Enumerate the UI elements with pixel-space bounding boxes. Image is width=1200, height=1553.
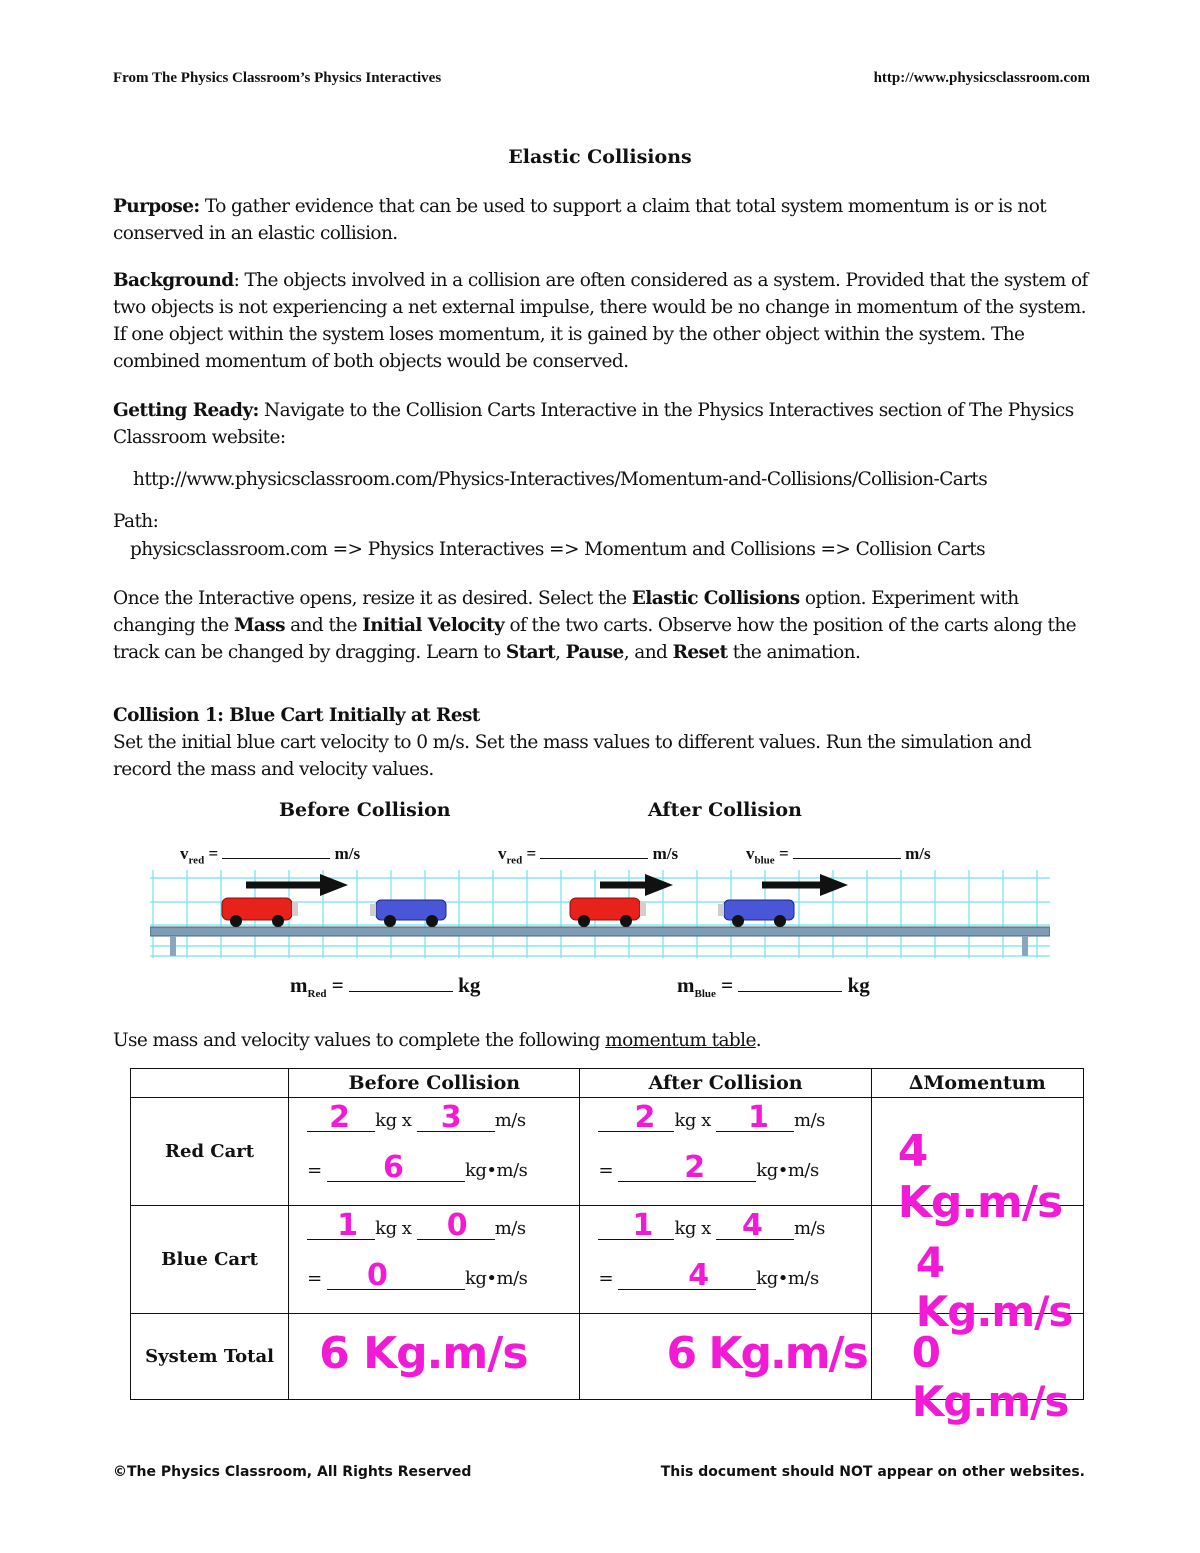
total-before: 6 Kg.m/s	[319, 1328, 528, 1379]
table-header-after: After Collision	[580, 1069, 871, 1098]
blue-after-mv-line	[598, 1208, 825, 1243]
table-intro-end: .	[755, 1030, 762, 1051]
instr-bold-mass: Mass	[234, 615, 285, 636]
getting-ready-paragraph	[113, 397, 1088, 451]
table-intro-text: Use mass and velocity values to complete the following	[113, 1030, 606, 1051]
m-red-blank[interactable]	[349, 991, 453, 992]
unit-ms: m/s	[330, 844, 361, 863]
header-source: From The Physics Classroom’s Physics Interactives	[113, 70, 442, 86]
blue-before-vel-blank[interactable]	[417, 1208, 495, 1243]
eq: =	[307, 1160, 322, 1181]
getting-ready-label: Getting Ready:	[113, 400, 259, 421]
instr-text-5: ,	[555, 642, 566, 663]
interactive-url[interactable]: http://www.physicsclassroom.com/Physics-Interactives/Momentum-and-Collisions/Collision-Carts	[133, 469, 988, 490]
red-before-vel: 3	[440, 1100, 462, 1135]
kgms: kg•m/s	[464, 1160, 528, 1181]
v-blue-after-label	[746, 844, 931, 866]
red-after-p-line	[598, 1150, 819, 1185]
total-delta: 0 Kg.m/s	[911, 1328, 1069, 1426]
blue-delta-cell	[871, 1206, 1083, 1336]
row-label-red: Red Cart	[131, 1098, 289, 1206]
instr-bold-elastic: Elastic Collisions	[631, 588, 800, 609]
red-before-cell	[289, 1098, 580, 1206]
momentum-table-link: momentum table	[605, 1030, 756, 1051]
blue-after-mass: 1	[632, 1208, 653, 1243]
arrow-blue-after	[762, 874, 848, 896]
blue-after-vel-blank[interactable]	[716, 1208, 794, 1243]
v-symbol: v	[180, 844, 189, 863]
table-header-row	[131, 1069, 1084, 1098]
path-text: physicsclassroom.com => Physics Interactives => Momentum and Collisions => Collision Carts	[130, 539, 985, 560]
blue-cart-after	[718, 900, 794, 927]
red-after-cell	[580, 1098, 871, 1206]
instructions-paragraph	[113, 585, 1088, 666]
instr-bold-start: Start	[505, 642, 556, 663]
background-text: : The objects involved in a collision are often considered as a system. Provided that the system of two objects is not experiencing a net external impulse, there would be no change in momentum of the system. If one object within the system loses momentum, it is gained by the other object within the system. The combined momentum of both objects would be conserved.	[113, 270, 1088, 372]
collision-track-illustration	[150, 870, 1050, 958]
red-after-mv-line	[598, 1100, 825, 1135]
unit-kg: kg	[842, 973, 870, 997]
blue-delta: 4 Kg.m/s	[915, 1238, 1073, 1336]
v-sub-red: red	[506, 854, 523, 867]
v-sub-red: red	[188, 854, 205, 867]
instr-bold-pause: Pause	[565, 642, 624, 663]
instr-text-6: , and	[623, 642, 673, 663]
red-cart-before	[222, 898, 298, 927]
kgms: kg•m/s	[464, 1268, 528, 1289]
path-label: Path:	[113, 511, 159, 532]
red-after-mom: 2	[684, 1150, 705, 1185]
total-delta-cell	[871, 1314, 1083, 1426]
v-red-after-label	[498, 844, 678, 866]
m-sub-red: Red	[307, 988, 327, 1001]
row-label-blue: Blue Cart	[131, 1206, 289, 1314]
red-delta: 4 Kg.m/s	[897, 1126, 1063, 1228]
table-row-red	[131, 1098, 1084, 1206]
eq-sign: =	[204, 844, 223, 863]
ms: m/s	[494, 1218, 526, 1239]
unit-ms: m/s	[648, 844, 679, 863]
momentum-table	[130, 1068, 1084, 1426]
m-sub-blue: Blue	[694, 988, 716, 1001]
blue-cart-before	[370, 900, 446, 927]
red-after-vel-blank[interactable]	[716, 1100, 794, 1135]
ms: m/s	[494, 1110, 526, 1131]
v-red-after-blank[interactable]	[540, 858, 648, 859]
table-header-before: Before Collision	[289, 1069, 580, 1098]
unit-kg: kg	[452, 973, 481, 997]
instr-text-4: of the two carts. Observe how the position of the carts along the track can be changed by dragging. Learn to	[113, 615, 1077, 663]
blue-before-mom-blank[interactable]	[327, 1258, 465, 1293]
purpose-paragraph	[113, 193, 1088, 247]
arrow-red-before	[246, 874, 348, 896]
red-cart-after	[570, 898, 646, 927]
table-header-empty	[131, 1069, 289, 1098]
eq-sign: =	[522, 844, 541, 863]
v-sub-blue: blue	[754, 854, 775, 867]
eq: =	[598, 1160, 614, 1181]
blue-before-p-line	[307, 1258, 528, 1293]
red-before-mass: 2	[329, 1100, 350, 1135]
after-collision-caption: After Collision	[648, 799, 802, 821]
blue-after-cell	[580, 1206, 871, 1314]
arrow-red-after	[600, 874, 673, 896]
kg-x: kg x	[375, 1110, 412, 1131]
page-title: Elastic Collisions	[508, 146, 692, 168]
instr-bold-reset: Reset	[672, 642, 728, 663]
blue-before-mass: 1	[337, 1208, 358, 1243]
blue-before-mv-line	[307, 1208, 526, 1243]
background-label: Background	[113, 270, 234, 291]
red-before-vel-blank[interactable]	[417, 1100, 495, 1135]
instr-bold-velocity: Initial Velocity	[362, 615, 505, 636]
instr-text-3: and the	[284, 615, 363, 636]
eq-sign: =	[326, 973, 349, 997]
red-after-mass-blank[interactable]	[598, 1100, 674, 1135]
track-left-leg	[170, 936, 176, 956]
eq-sign: =	[774, 844, 793, 863]
ms: m/s	[794, 1110, 825, 1131]
unit-ms: m/s	[900, 844, 931, 863]
blue-before-cell	[289, 1206, 580, 1314]
track-right-leg	[1022, 936, 1028, 956]
total-after-cell	[580, 1314, 871, 1400]
instr-text-2: option. Experiment with changing the	[113, 588, 1019, 636]
blue-after-vel: 4	[742, 1208, 763, 1243]
red-after-mass: 2	[634, 1100, 655, 1135]
v-symbol: v	[498, 844, 507, 863]
blue-before-vel: 0	[446, 1208, 468, 1243]
kgms: kg•m/s	[756, 1268, 819, 1289]
table-row-blue	[131, 1206, 1084, 1314]
table-intro	[113, 1027, 761, 1054]
header-url[interactable]	[874, 70, 1090, 87]
red-before-mass-blank[interactable]	[307, 1100, 375, 1135]
kgms: kg•m/s	[756, 1160, 819, 1181]
v-red-before-label	[180, 844, 360, 866]
before-collision-caption: Before Collision	[279, 799, 451, 821]
eq: =	[598, 1268, 614, 1289]
ms: m/s	[794, 1218, 825, 1239]
v-symbol: v	[746, 844, 755, 863]
blue-before-mom: 0	[366, 1258, 388, 1293]
m-symbol: m	[677, 973, 695, 997]
track-rail	[150, 927, 1050, 936]
instr-text-7: the animation.	[727, 642, 861, 663]
collision1-text: Set the initial blue cart velocity to 0 m/s. Set the mass values to different values. Run the simulation and record the mass and velocity values.	[113, 732, 1032, 780]
m-red-label	[290, 973, 480, 1000]
blue-after-mass-blank[interactable]	[598, 1208, 674, 1243]
table-header-delta: ∆Momentum	[871, 1069, 1083, 1098]
m-blue-label	[677, 973, 870, 1000]
footer-copyright: ©The Physics Classroom, All Rights Reserved	[113, 1464, 472, 1480]
v-red-before-blank[interactable]	[222, 858, 330, 859]
v-blue-after-blank[interactable]	[793, 858, 901, 859]
collision1-heading: Collision 1: Blue Cart Initially at Rest	[113, 705, 480, 726]
red-before-mom-blank[interactable]	[327, 1150, 465, 1185]
kg-x: kg x	[375, 1218, 412, 1239]
red-after-mom-blank[interactable]	[618, 1150, 756, 1185]
row-label-total: System Total	[131, 1314, 289, 1400]
footer-notice: This document should NOT appear on other websites.	[660, 1464, 1085, 1480]
table-row-total	[131, 1314, 1084, 1400]
instr-text-1: Once the Interactive opens, resize it as desired. Select the	[113, 588, 632, 609]
red-after-vel: 1	[748, 1100, 769, 1135]
blue-after-mom: 4	[688, 1258, 709, 1293]
total-after: 6 Kg.m/s	[666, 1328, 867, 1379]
getting-ready-text: Navigate to the Collision Carts Interactive in the Physics Interactives section of The Physics Classroom website:	[113, 400, 1074, 448]
red-before-p-line	[307, 1150, 528, 1185]
red-before-mv-line	[307, 1100, 526, 1135]
eq: =	[307, 1268, 322, 1289]
header-url-link[interactable]: http://www.physicsclassroom.com	[873, 70, 1090, 86]
purpose-label: Purpose:	[113, 196, 200, 217]
kg-x: kg x	[674, 1218, 711, 1239]
red-before-mom: 6	[382, 1150, 404, 1185]
eq-sign: =	[715, 973, 739, 997]
total-before-cell	[289, 1314, 580, 1400]
m-blue-blank[interactable]	[738, 991, 842, 992]
m-symbol: m	[290, 973, 308, 997]
blue-after-p-line	[598, 1258, 819, 1293]
blue-before-mass-blank[interactable]	[307, 1208, 375, 1243]
purpose-text: To gather evidence that can be used to support a claim that total system momentum is or is not conserved in an elastic collision.	[113, 196, 1047, 244]
kg-x: kg x	[674, 1110, 711, 1131]
red-delta-cell	[871, 1098, 1083, 1228]
blue-after-mom-blank[interactable]	[618, 1258, 756, 1293]
background-paragraph	[113, 267, 1088, 375]
